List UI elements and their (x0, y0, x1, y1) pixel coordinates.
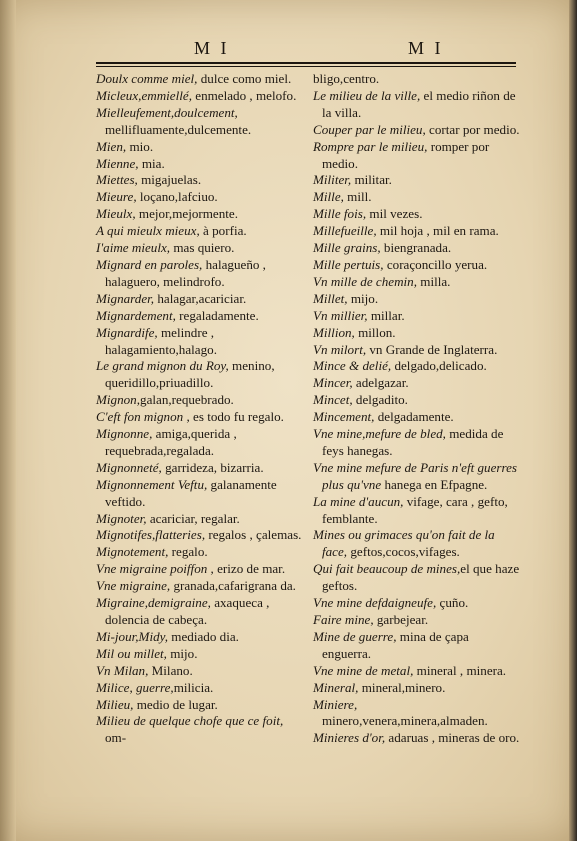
entry-headword: Milice, guerre, (96, 679, 174, 695)
entry-headword: Mine de guerre, (313, 628, 397, 644)
entry-translation: adelgazar. (352, 375, 409, 391)
entry-headword: Miettes, (96, 172, 138, 188)
dictionary-entry (313, 240, 520, 257)
dictionary-entry (313, 375, 520, 392)
entry-translation: dulce como miel. (197, 71, 292, 86)
entry-headword: Vne mine defdaigneufe, (313, 595, 437, 611)
dictionary-entry (313, 358, 520, 375)
entry-headword: Mignardement, (96, 307, 176, 323)
dictionary-entry (313, 189, 520, 206)
dictionary-entry (96, 240, 303, 257)
entry-translation: acariciar, regalar. (146, 510, 240, 526)
dictionary-entry (313, 392, 520, 409)
dictionary-entry (96, 223, 303, 240)
entry-headword: La mine d'aucun, (313, 493, 404, 509)
entry-translation: Milano. (148, 662, 193, 678)
entry-headword: Migraine,demigraine, (96, 595, 211, 611)
entry-translation: halagar,acariciar. (154, 290, 247, 306)
entry-headword: Mi-jour,Midy, (96, 628, 169, 644)
dictionary-entry (96, 460, 303, 477)
entry-translation: medio de lugar. (133, 696, 218, 712)
entry-headword: Mignonneté, (96, 459, 162, 475)
dictionary-entry (313, 561, 520, 595)
entry-headword: Mignotement, (96, 544, 169, 560)
dictionary-entry (96, 308, 303, 325)
entry-headword: Mille fois, (313, 206, 367, 222)
entry-headword: Mignotifes,flatteries, (96, 527, 206, 543)
dictionary-entry (96, 206, 303, 223)
entry-translation: vn Grande de Inglaterra. (366, 341, 498, 357)
dictionary-entry (96, 88, 303, 105)
entry-headword: C'eft fon mignon , (96, 409, 190, 425)
entry-translation: minero,venera,minera,almaden. (322, 713, 488, 729)
dictionary-entry (313, 612, 520, 629)
entry-translation: amiga,querida , requebrada,regalada. (105, 426, 237, 458)
entry-translation: galan,requebrado. (140, 392, 234, 408)
entry-translation: mineral,minero. (358, 679, 446, 695)
dictionary-entry (313, 308, 520, 325)
entry-headword: Mineral, (313, 679, 359, 695)
dictionary-entry (96, 477, 303, 511)
entry-translation: geftos,cocos,vifages. (347, 544, 460, 560)
header-rule (96, 62, 516, 64)
dictionary-entry (96, 392, 303, 409)
dictionary-entry (96, 325, 303, 359)
entry-headword: Mignonnement Veftu, (96, 476, 208, 492)
dictionary-entry (313, 426, 520, 460)
dictionary-entry (313, 274, 520, 291)
entry-headword: Vn milort, (313, 341, 367, 357)
entry-headword: Vne mine de metal, (313, 662, 414, 678)
entry-headword: Minieres d'or, (313, 730, 386, 746)
entry-translation: delgadamente. (374, 409, 454, 425)
entry-translation: vifage, cara , gefto, femblante. (322, 493, 508, 526)
dictionary-entry (313, 122, 520, 139)
entry-headword: Mille grains, (313, 240, 381, 256)
header-rule-thin (96, 66, 516, 67)
entry-headword: Millefueille, (313, 223, 377, 239)
entry-headword: Mignonne, (96, 426, 153, 442)
dictionary-entry (96, 189, 303, 206)
entry-headword: Millet, (313, 290, 348, 306)
dictionary-entry (96, 713, 303, 747)
entry-translation: melindre , halagamiento,halago. (105, 324, 217, 357)
entry-translation: mijo. (166, 645, 198, 661)
entry-translation: millar. (367, 307, 405, 323)
entry-headword: Micleux,emmiellé, (96, 87, 192, 103)
entry-headword: Milieu, (96, 696, 134, 712)
entry-headword: Vne mine mefure de Paris n'eft guerres plus qu'vne (313, 459, 518, 492)
entry-headword: Mieulx, (96, 206, 136, 222)
entry-translation: mio. (126, 138, 154, 154)
entry-translation: mia. (138, 155, 165, 171)
dictionary-entry (313, 494, 520, 528)
dictionary-entry (96, 71, 303, 88)
entry-translation: biengranada. (380, 240, 452, 256)
entry-translation: galanamente veftido. (105, 476, 277, 509)
entry-headword: Doulx comme miel, (96, 71, 198, 86)
entry-headword: Mignarder, (96, 290, 155, 306)
dictionary-entry (96, 358, 303, 392)
entry-headword: A qui mieulx mieux, (96, 223, 200, 239)
entry-headword: Mignard en paroles, (96, 256, 203, 272)
dictionary-entry (313, 342, 520, 359)
entry-headword: Mincet, (313, 392, 353, 408)
dictionary-entry (313, 527, 520, 561)
entry-headword: Mien, (96, 138, 127, 154)
entry-headword: Million, (313, 324, 355, 340)
entry-translation: delgado,delicado. (391, 358, 487, 374)
dictionary-entry (313, 88, 520, 122)
dictionary-entry (313, 680, 520, 697)
dictionary-entry (96, 697, 303, 714)
entry-translation: mill. (343, 189, 372, 205)
entry-headword: Mignardife, (96, 324, 158, 340)
entry-translation: à porfia. (199, 223, 247, 239)
entry-translation: es todo fu regalo. (189, 409, 284, 425)
dictionary-entry (96, 561, 303, 578)
entry-headword: Faire mine, (313, 612, 374, 627)
entry-translation: cortar por medio. (425, 121, 520, 137)
entry-translation: mina de çapa enguerra. (322, 628, 469, 661)
dictionary-entry (313, 409, 520, 426)
header-left: M I (194, 38, 230, 58)
entry-translation: mellifluamente,dulcemente. (105, 121, 252, 137)
entry-headword: Mille, (313, 189, 344, 205)
entry-translation: garrideza, bizarria. (161, 459, 264, 475)
entry-headword: Le grand mignon du Roy, (96, 358, 229, 374)
entry-headword: Mignoter, (96, 510, 147, 526)
entry-translation: medida de feys hanegas. (322, 426, 504, 458)
dictionary-entry (313, 595, 520, 612)
entry-translation: el medio riñon de la villa. (322, 87, 516, 120)
dictionary-entry (313, 71, 520, 88)
entry-translation: el que haze geftos. (322, 561, 520, 594)
dictionary-entry (96, 511, 303, 528)
dictionary-entry (313, 325, 520, 342)
dictionary-entry (96, 172, 303, 189)
entry-translation: om- (105, 730, 127, 746)
entry-translation: mil vezes. (366, 206, 423, 222)
entry-translation: axaqueca , dolencia de cabeça. (105, 595, 270, 627)
entry-headword: Mince & delié, (313, 358, 392, 374)
entry-translation: mineral , minera. (413, 662, 507, 678)
entry-headword: Mille pertuis, (313, 256, 384, 272)
entry-translation: mejor,mejormente. (135, 206, 239, 222)
dictionary-entry (96, 409, 303, 426)
entry-headword: Mil ou millet, (96, 645, 167, 661)
entry-headword: Vne migraine, (96, 578, 171, 594)
page-gutter-shadow (0, 0, 16, 841)
entry-translation: coraçoncillo yerua. (383, 256, 488, 272)
entry-translation: mediado dia. (168, 628, 239, 644)
entry-translation: milla. (417, 273, 451, 289)
entry-headword: Vne mine,mefure de bled, (313, 426, 446, 442)
dictionary-entry (96, 544, 303, 561)
dictionary-entry (313, 139, 520, 173)
dictionary-entry (313, 460, 520, 494)
dictionary-entry (313, 223, 520, 240)
dictionary-entry (96, 663, 303, 680)
entry-translation: adaruas , mineras de oro. (385, 730, 520, 746)
dictionary-entry (96, 105, 303, 139)
entry-headword: Mines ou grimaces qu'on fait de la face, (313, 527, 495, 560)
dictionary-entry (313, 629, 520, 663)
dictionary-entry (313, 291, 520, 308)
dictionary-entry (96, 156, 303, 173)
entry-translation: halagueño , halaguero, melindrofo. (105, 256, 266, 289)
entry-headword: Rompre par le milieu, (313, 138, 428, 154)
dictionary-column-right (313, 71, 520, 747)
entry-translation: hanega en Efpagne. (381, 476, 488, 492)
dictionary-entry (313, 663, 520, 680)
entry-headword: Mienne, (96, 155, 139, 171)
running-header (96, 38, 516, 64)
entry-translation: bligo,centro. (313, 71, 380, 86)
entry-translation: regalos , çalemas. (205, 527, 302, 543)
dictionary-entry (96, 646, 303, 663)
entry-headword: Vn mille de chemin, (313, 273, 417, 289)
entry-translation: mas quiero. (170, 240, 235, 256)
entry-headword: Mignon, (96, 392, 141, 408)
dictionary-entry (96, 629, 303, 646)
entry-translation: romper por medio. (322, 138, 490, 171)
entry-translation: regalo. (168, 544, 208, 560)
entry-translation: enmelado , melofo. (191, 87, 297, 103)
entry-headword: Mincement, (313, 409, 375, 425)
entry-translation: erizo de mar. (213, 561, 286, 577)
entry-translation: garbejear. (373, 612, 429, 627)
entry-headword: Qui fait beaucoup de mines, (313, 561, 461, 577)
entry-headword: Vne migraine poiffon , (96, 561, 214, 577)
entry-translation: militar. (351, 172, 392, 188)
entry-headword: I'aime mieulx, (96, 240, 171, 256)
dictionary-entry (313, 257, 520, 274)
entry-headword: Militer, (313, 172, 352, 188)
entry-headword: Mincer, (313, 375, 353, 391)
dictionary-entry (96, 527, 303, 544)
dictionary-entry (313, 206, 520, 223)
dictionary-entry (96, 139, 303, 156)
dictionary-entry (96, 257, 303, 291)
entry-headword: Mieure, (96, 189, 137, 205)
dictionary-entry (96, 578, 303, 595)
entry-translation: milicia. (173, 679, 214, 695)
entry-headword: Couper par le milieu, (313, 121, 426, 137)
dictionary-entry (313, 697, 520, 731)
entry-translation: menino, queridillo,priuadillo. (105, 358, 275, 391)
entry-headword: Vn millier, (313, 307, 368, 323)
page-edge (569, 0, 577, 841)
header-right: M I (408, 38, 444, 58)
entry-translation: mijo. (347, 290, 379, 306)
dictionary-column-left (96, 71, 303, 747)
entry-translation: delgadito. (352, 392, 408, 408)
entry-headword: Mielleufement,doulcement, (96, 104, 238, 120)
entry-headword: Le milieu de la ville, (313, 87, 421, 103)
entry-headword: Vn Milan, (96, 662, 149, 678)
dictionary-entry (313, 172, 520, 189)
dictionary-entry (96, 595, 303, 629)
entry-translation: çuño. (436, 595, 469, 611)
dictionary-entry (96, 426, 303, 460)
entry-headword: Milieu de quelque chofe que ce foit, (96, 713, 284, 729)
entry-headword: Miniere, (313, 696, 358, 712)
entry-translation: regaladamente. (175, 307, 259, 323)
dictionary-entry (313, 730, 520, 747)
entry-translation: loçano,lafciuo. (136, 189, 218, 205)
entry-translation: mil hoja , mil en rama. (376, 223, 499, 239)
dictionary-entry (96, 291, 303, 308)
entry-translation: millon. (354, 324, 396, 340)
dictionary-entry (96, 680, 303, 697)
entry-translation: migajuelas. (137, 172, 202, 188)
entry-translation: granada,cafarigrana da. (170, 578, 296, 594)
